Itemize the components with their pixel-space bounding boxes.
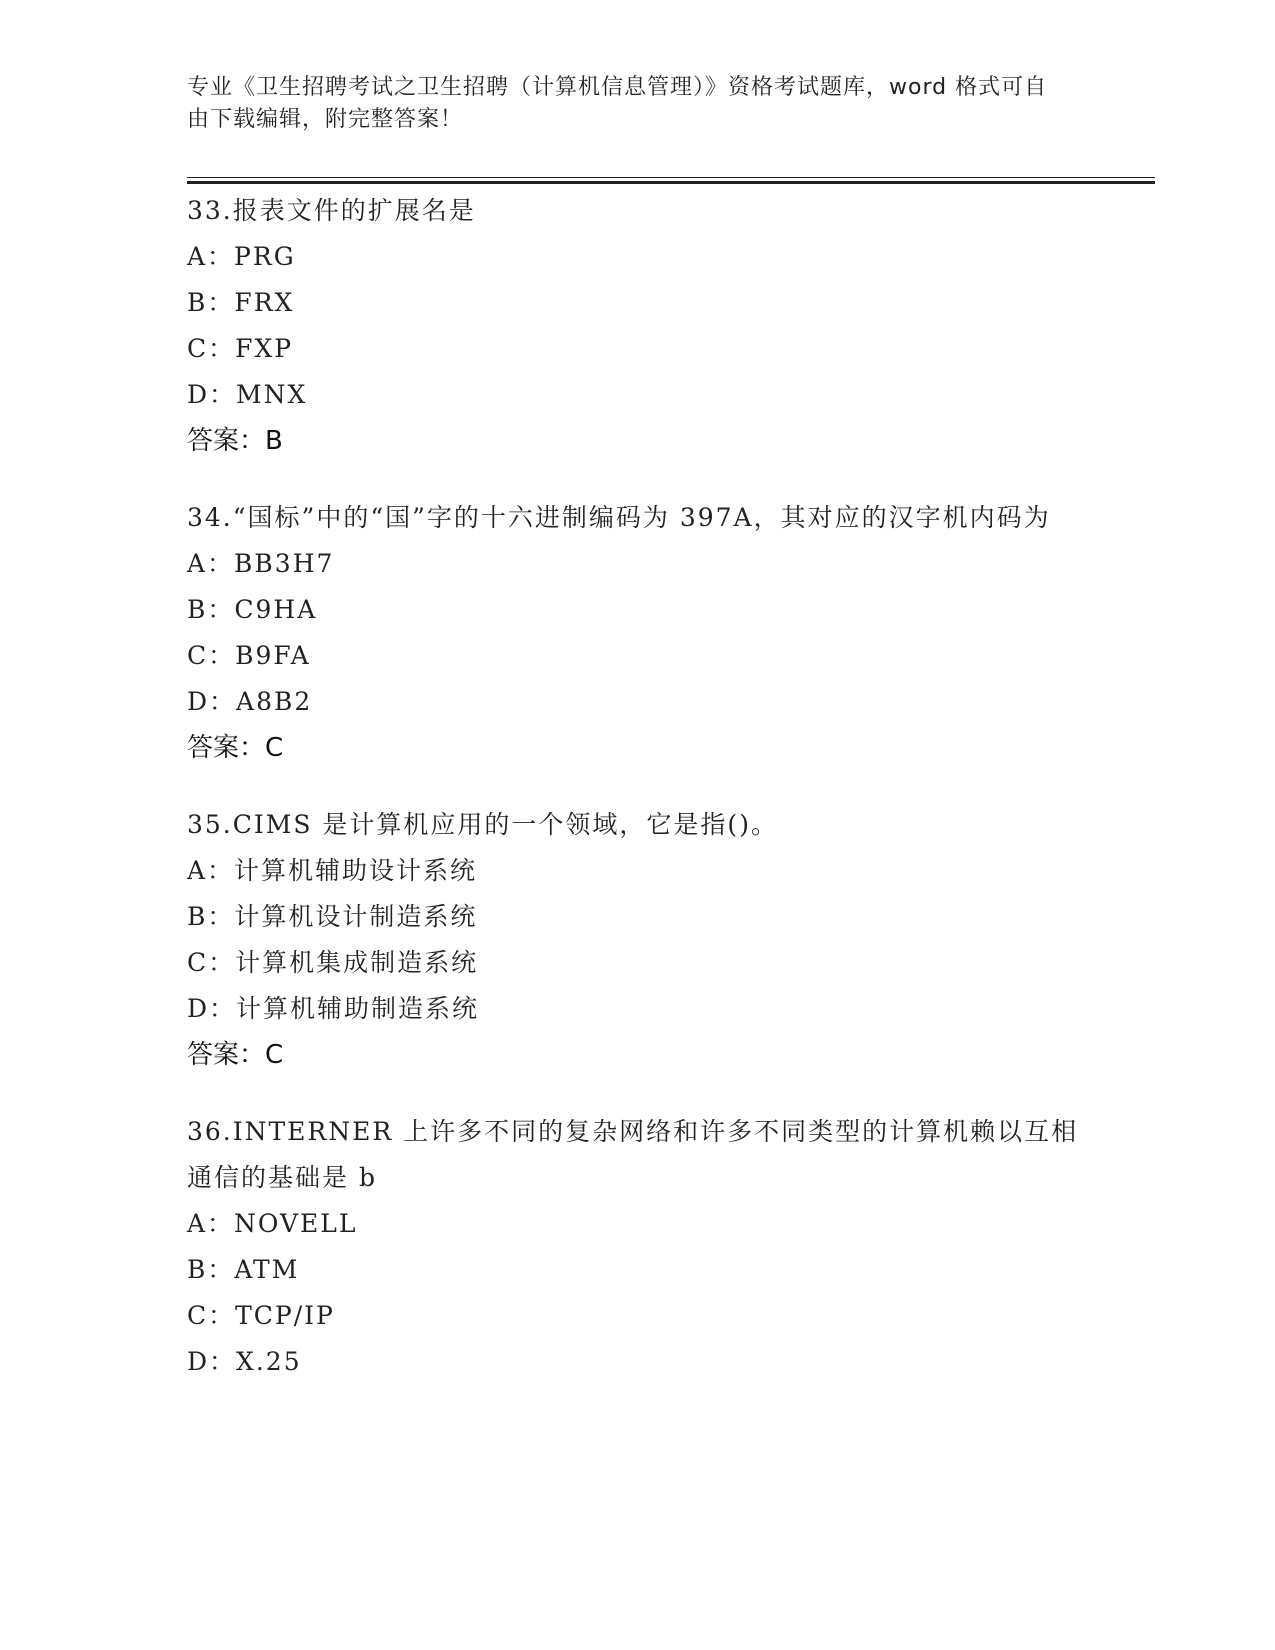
option-b: B：FRX [187,288,295,317]
answer-line: 答案：C [187,1040,284,1070]
question-34 [187,495,1087,771]
option-a: A：计算机辅助设计系统 [187,856,478,885]
question-33 [187,188,1087,464]
option-d: D：X.25 [187,1347,302,1376]
option-c: C：FXP [187,334,294,363]
question-stem: 34.“国标”中的“国”字的十六进制编码为 397A，其对应的汉字机内码为 [187,503,1051,532]
option-a: A：NOVELL [187,1209,358,1238]
question-35 [187,802,1087,1078]
option-c: C：计算机集成制造系统 [187,948,479,977]
question-36 [187,1109,1087,1385]
option-b: B：计算机设计制造系统 [187,902,478,931]
question-stem: 35.CIMS 是计算机应用的一个领域，它是指()。 [187,810,778,839]
answer-line: 答案：B [187,426,283,456]
document-header: 专业《卫生招聘考试之卫生招聘（计算机信息管理）》资格考试题库，word 格式可自由下载编辑，附完整答案！ [187,75,1048,132]
question-stem: 36.INTERNER 上许多不同的复杂网络和许多不同类型的计算机赖以互相通信的基础是 b [187,1117,1079,1192]
option-d: D：MNX [187,380,308,409]
question-list [187,188,1087,1416]
option-a: A：BB3H7 [187,549,335,578]
answer-line: 答案：C [187,733,284,763]
question-stem: 33.报表文件的扩展名是 [187,196,476,225]
option-a: A：PRG [187,242,296,271]
header-divider-thick [187,181,1155,184]
option-d: D：A8B2 [187,687,313,716]
option-b: B：ATM [187,1255,300,1284]
option-b: B：C9HA [187,595,318,624]
option-c: C：TCP/IP [187,1301,335,1330]
option-c: C：B9FA [187,641,311,670]
header-divider-thin [187,177,1155,178]
option-d: D：计算机辅助制造系统 [187,994,480,1023]
